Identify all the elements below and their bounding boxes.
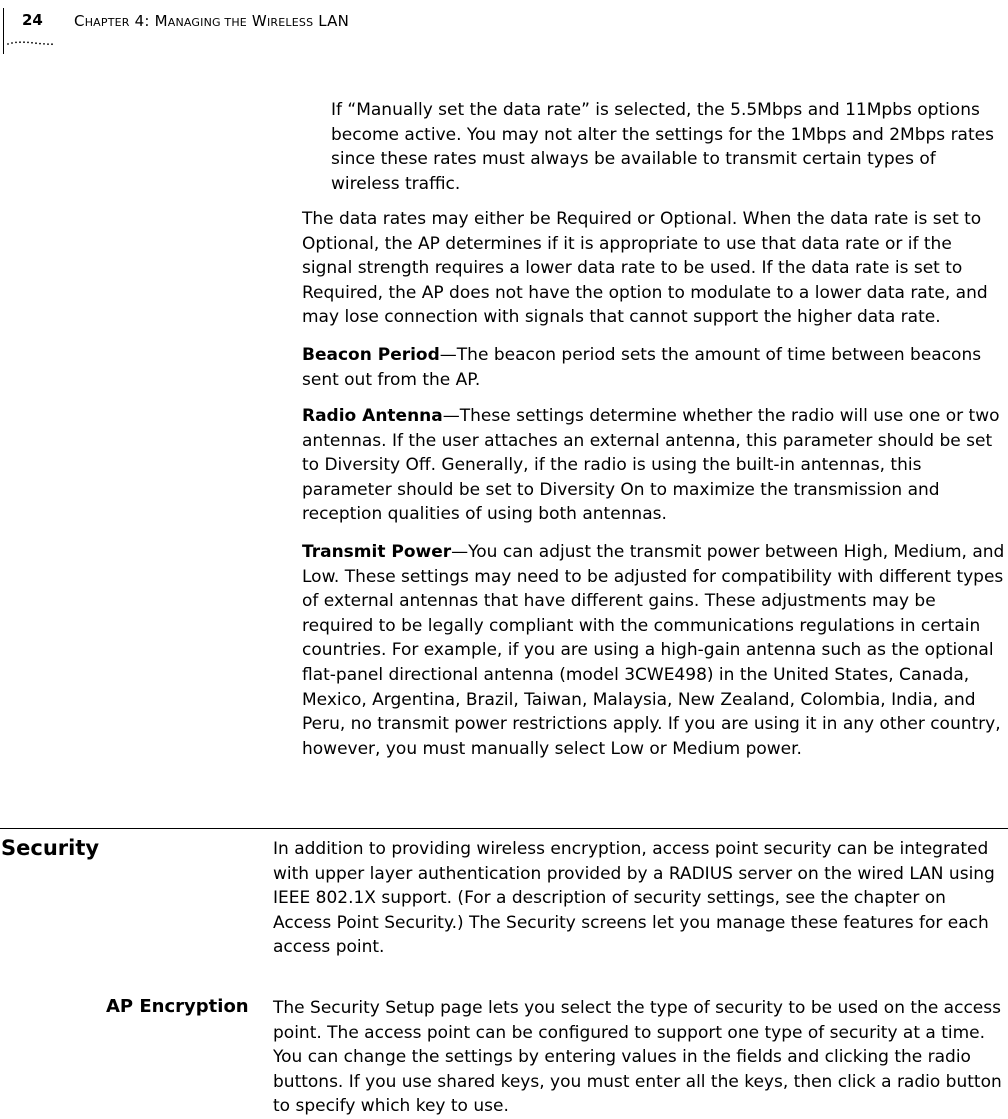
chapter-title-part: IRELESS [266,16,314,29]
ap-encryption-paragraph: The Security Setup page lets you select the type of security to be used on the access point. The access point can be configured to support one type of security at a time. You can change the settings by entering values in the fields and clicking the radio buttons. If you use shared keys, you must enter all the keys, then click a radio button to specify which key to use. [273,998,1002,1117]
page-header [0,0,1008,60]
beacon-period-text: —The beacon period sets the amount of time between beacons sent out from the AP. [302,345,982,390]
radio-antenna-term: Radio Antenna [302,406,443,426]
radio-antenna-paragraph [302,404,1002,527]
chapter-title-part: ANAGING THE [167,16,247,29]
indented-note-paragraph: If “Manually set the data rate” is selected, the 5.5Mbps and 11Mpbs options become active. You may not alter the settings for the 1Mbps and 2Mbps rates since these rates must always be available to transmit certain types of wireless traffic. [331,100,994,194]
page-number: 24 [22,11,43,29]
chapter-title-part: W [246,12,267,30]
radio-antenna-text: —These settings determine whether the radio will use one or two antennas. If the user attaches an external antenna, this parameter should be set to Diversity Off. Generally, if the radio is using the built-in antennas, this parameter should be set to Diversity On to maximize the transmission and reception qualities of using both antennas. [302,406,1000,525]
header-vertical-rule [3,8,4,54]
transmit-power-text: —You can adjust the transmit power between High, Medium, and Low. These settings may need to be adjusted for compatibility with different types of external antennas that have different gains. These adjustments may be required to be legally compliant with the communications regulations in certain countries. For example, if you are using a high-gain antenna such as the optional flat-panel directional antenna (model 3CWE498) in the United States, Canada, Mexico, Argentina, Brazil, Taiwan, Malaysia, New Zealand, Colombia, India, and Peru, no transmit power restrictions apply. If you are using it in any other country, however, you must manually select Low or Medium power. [302,542,1005,759]
beacon-period-paragraph [302,343,992,392]
transmit-power-term: Transmit Power [302,542,452,562]
chapter-title-part: LAN [313,12,350,30]
chapter-title-part: C [74,12,85,30]
chapter-title-part: 4: M [129,12,168,30]
chapter-title [74,12,349,30]
section-divider [0,828,1008,829]
ap-encryption-heading: AP Encryption [106,996,249,1017]
data-rates-paragraph: The data rates may either be Required or Optional. When the data rate is set to Optional, the AP determines if it is appropriate to use that data rate or if the signal strength requires a lower data rate to be used. If the data rate is set to Required, the AP does not have the option to modulate to a lower data rate, and may lose connection with signals that cannot support the higher data rate. [302,209,988,328]
transmit-power-paragraph [302,540,1006,761]
header-dotted-ornament [6,40,56,46]
beacon-period-term: Beacon Period [302,345,440,365]
chapter-title-part: HAPTER [84,16,130,29]
security-paragraph: In addition to providing wireless encryption, access point security can be integrated with upper layer authentication provided by a RADIUS server on the wired LAN using IEEE 802.1X support. (For a description of security settings, see the chapter on Access Point Security.) The Security screens let you manage these features for each access point. [273,839,995,958]
security-heading: Security [1,836,100,860]
